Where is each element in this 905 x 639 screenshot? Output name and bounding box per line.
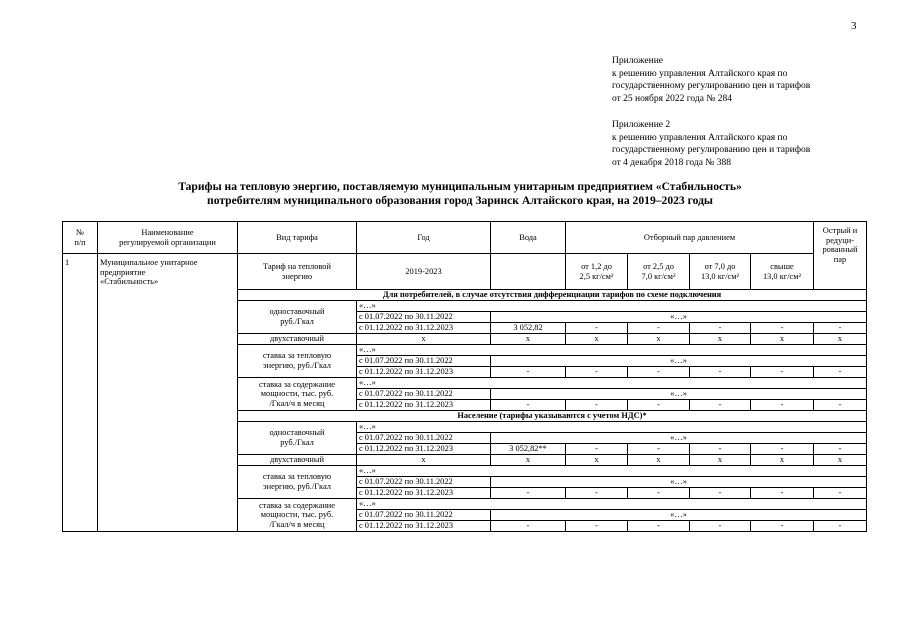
dash-cell: - <box>690 323 751 334</box>
dash-cell: - <box>690 488 751 499</box>
dash-cell: - <box>491 488 566 499</box>
dash-cell: - <box>814 444 867 455</box>
x-cell: x <box>491 455 566 466</box>
dash-cell: - <box>814 323 867 334</box>
tariff-period: 2019-2023 <box>357 254 491 290</box>
period-cell: с 01.12.2022 по 31.12.2023 <box>357 367 491 378</box>
single-l1: одноставочный <box>269 428 325 438</box>
tariff-heat-l2: энергию <box>281 271 313 281</box>
header-water: Вода <box>491 222 566 254</box>
rate-energy-l2: энергию, руб./Гкал <box>263 361 331 370</box>
rate-energy-l2: энергию, руб./Гкал <box>263 482 331 491</box>
tariff-heat-label <box>238 254 357 290</box>
dash-cell: - <box>751 444 814 455</box>
ellipsis-cell: «…» <box>491 389 867 400</box>
section-1-title: Для потребителей, в случае отсутствия дифференциации тарифов по схеме подключения <box>238 290 867 301</box>
dash-cell: - <box>491 521 566 532</box>
row-number: 1 <box>63 254 98 532</box>
period-cell: с 01.12.2022 по 31.12.2023 <box>357 400 491 411</box>
label-rate-energy <box>238 345 357 378</box>
p1-l1: от 1,2 до <box>581 261 612 271</box>
single-l2: руб./Гкал <box>280 317 314 326</box>
dash-cell: - <box>491 367 566 378</box>
label-single-rate <box>238 301 357 334</box>
header-org-l1: Наименование <box>141 227 194 237</box>
period-cell: с 01.12.2022 по 31.12.2023 <box>357 323 491 334</box>
header-number-l1: № <box>76 227 84 237</box>
water-value: 3 052,82 <box>491 323 566 334</box>
header-year: Год <box>357 222 491 254</box>
x-cell: x <box>751 455 814 466</box>
p2-l1: от 2,5 до <box>643 261 674 271</box>
p4-l2: 13,0 кг/см² <box>762 271 802 281</box>
x-cell: x <box>751 334 814 345</box>
ellipsis-cell: «…» <box>491 356 867 367</box>
header-number <box>63 222 98 254</box>
dash-cell: - <box>628 488 690 499</box>
label-double-rate: двухставочный <box>238 455 357 466</box>
period-cell: с 01.07.2022 по 30.11.2022 <box>357 510 491 521</box>
label-single-rate <box>238 422 357 455</box>
ellipsis-cell: «…» <box>491 510 867 521</box>
dash-cell: - <box>566 444 628 455</box>
dash-cell: - <box>690 521 751 532</box>
p1-l2: 2,5 кг/см² <box>579 271 614 281</box>
dash-cell: - <box>814 367 867 378</box>
period-cell: с 01.12.2022 по 31.12.2023 <box>357 444 491 455</box>
dash-cell: - <box>566 323 628 334</box>
ellipsis-cell: «…» <box>491 433 867 444</box>
dash-cell: - <box>628 444 690 455</box>
tariff-header-row <box>63 254 867 290</box>
x-cell: x <box>357 455 491 466</box>
period-cell: с 01.12.2022 по 31.12.2023 <box>357 488 491 499</box>
header-org-l2: регулируемой организации <box>119 237 216 247</box>
header-pressure-3 <box>690 254 751 290</box>
page-number: 3 <box>851 20 857 32</box>
header-row <box>63 222 867 254</box>
dash-cell: - <box>751 367 814 378</box>
header-sharp-steam <box>814 222 867 290</box>
dash-cell: - <box>491 400 566 411</box>
header-sharp-l1: Острый и <box>822 226 858 235</box>
header-pressure-4 <box>751 254 814 290</box>
x-cell: x <box>566 455 628 466</box>
label-rate-power <box>238 499 357 532</box>
dash-cell: - <box>628 521 690 532</box>
appendix-2-line-1: Приложение 2 <box>612 120 671 130</box>
single-l1: одноставочный <box>269 307 325 317</box>
appendix-1-line-4: от 25 ноября 2022 года № 284 <box>612 93 733 104</box>
dash-cell: - <box>566 400 628 411</box>
header-pressure-1 <box>566 254 628 290</box>
header-sharp-l4: пар <box>833 254 847 264</box>
label-rate-power <box>238 378 357 411</box>
rate-power-l3: /Гкал/ч в месяц <box>269 519 325 529</box>
p4-l1: свыше <box>770 261 794 271</box>
ellipsis-cell: «…» <box>357 422 867 433</box>
dash-cell: - <box>751 323 814 334</box>
period-cell: с 01.07.2022 по 30.11.2022 <box>357 477 491 488</box>
header-tariff-kind: Вид тарифа <box>238 222 357 254</box>
x-cell: x <box>814 455 867 466</box>
dash-cell: - <box>628 323 690 334</box>
dash-cell: - <box>690 444 751 455</box>
dash-cell: - <box>628 367 690 378</box>
rate-power-l1: ставка за содержание <box>258 379 336 389</box>
header-sharp-l2: редуци- <box>826 235 854 245</box>
p2-l2: 7,0 кг/см² <box>641 271 676 281</box>
ellipsis-cell: «…» <box>491 477 867 488</box>
dash-cell: - <box>566 367 628 378</box>
x-cell: x <box>628 455 690 466</box>
x-cell: x <box>491 334 566 345</box>
header-pressure-2 <box>628 254 690 290</box>
appendix-note-2 <box>612 119 810 169</box>
header-steam-group: Отборный пар давлением <box>566 222 814 254</box>
header-sharp-l3: рованный <box>822 245 858 255</box>
dash-cell: - <box>751 521 814 532</box>
period-cell: с 01.07.2022 по 30.11.2022 <box>357 312 491 323</box>
appendix-2-line-2: к решению управления Алтайского края по <box>612 132 788 143</box>
p3-l1: от 7,0 до <box>704 261 736 271</box>
x-cell: x <box>690 334 751 345</box>
org-name-l3: «Стабильность» <box>100 277 159 287</box>
dash-cell: - <box>566 488 628 499</box>
rate-energy-l1: ставка за тепловую <box>262 472 332 482</box>
tariff-heat-l1: Тариф на тепловой <box>263 261 331 271</box>
label-double-rate: двухставочный <box>238 334 357 345</box>
tariff-table <box>62 221 867 532</box>
ellipsis-cell: «…» <box>491 312 867 323</box>
x-cell: x <box>566 334 628 345</box>
x-cell: x <box>357 334 491 345</box>
rate-power-l2: мощности, тыс. руб. <box>260 510 334 520</box>
appendix-1-line-1: Приложение <box>612 56 663 66</box>
ellipsis-cell: «…» <box>357 466 867 477</box>
x-cell: x <box>690 455 751 466</box>
dash-cell: - <box>814 521 867 532</box>
water-empty <box>491 254 566 290</box>
header-number-l2: п/п <box>74 237 86 247</box>
title-line-2: потребителям муниципального образования город Заринск Алтайского края, на 2019–2023 годы <box>207 194 713 207</box>
label-rate-energy <box>238 466 357 499</box>
x-cell: x <box>628 334 690 345</box>
water-value: 3 052,82** <box>491 444 566 455</box>
appendix-2-line-4: от 4 декабря 2018 года № 388 <box>612 157 731 168</box>
organization-name <box>98 254 238 532</box>
dash-cell: - <box>814 400 867 411</box>
title-line-1: Тарифы на тепловую энергию, поставляемую муниципальным унитарным предприятием «Стабильность» <box>178 180 742 193</box>
ellipsis-cell: «…» <box>357 378 867 389</box>
single-l2: руб./Гкал <box>280 438 314 447</box>
dash-cell: - <box>566 521 628 532</box>
rate-energy-l1: ставка за тепловую <box>262 351 332 361</box>
x-cell: x <box>814 334 867 345</box>
period-cell: с 01.07.2022 по 30.11.2022 <box>357 389 491 400</box>
dash-cell: - <box>690 367 751 378</box>
p3-l2: 13,0 кг/см² <box>700 271 740 281</box>
period-cell: с 01.07.2022 по 30.11.2022 <box>357 433 491 444</box>
org-name-l1: Муниципальное унитарное <box>100 258 198 267</box>
dash-cell: - <box>628 400 690 411</box>
rate-power-l3: /Гкал/ч в месяц <box>269 398 325 408</box>
dash-cell: - <box>690 400 751 411</box>
org-name-l2: предприятие <box>100 267 146 277</box>
document-title <box>60 180 860 208</box>
appendix-1-line-2: к решению управления Алтайского края по <box>612 68 788 79</box>
ellipsis-cell: «…» <box>357 345 867 356</box>
header-organization <box>98 222 238 254</box>
section-2-title: Население (тарифы указываются с учетом НДС)* <box>238 411 867 422</box>
appendix-2-line-3: государственному регулированию цен и тарифов <box>612 145 811 156</box>
appendix-note-1 <box>612 55 810 105</box>
ellipsis-cell: «…» <box>357 499 867 510</box>
dash-cell: - <box>751 488 814 499</box>
appendix-1-line-3: государственному регулированию цен и тарифов <box>612 81 811 92</box>
dash-cell: - <box>814 488 867 499</box>
rate-power-l1: ставка за содержание <box>258 500 336 510</box>
ellipsis-cell: «…» <box>357 301 867 312</box>
rate-power-l2: мощности, тыс. руб. <box>260 389 334 399</box>
dash-cell: - <box>751 400 814 411</box>
period-cell: с 01.12.2022 по 31.12.2023 <box>357 521 491 532</box>
period-cell: с 01.07.2022 по 30.11.2022 <box>357 356 491 367</box>
